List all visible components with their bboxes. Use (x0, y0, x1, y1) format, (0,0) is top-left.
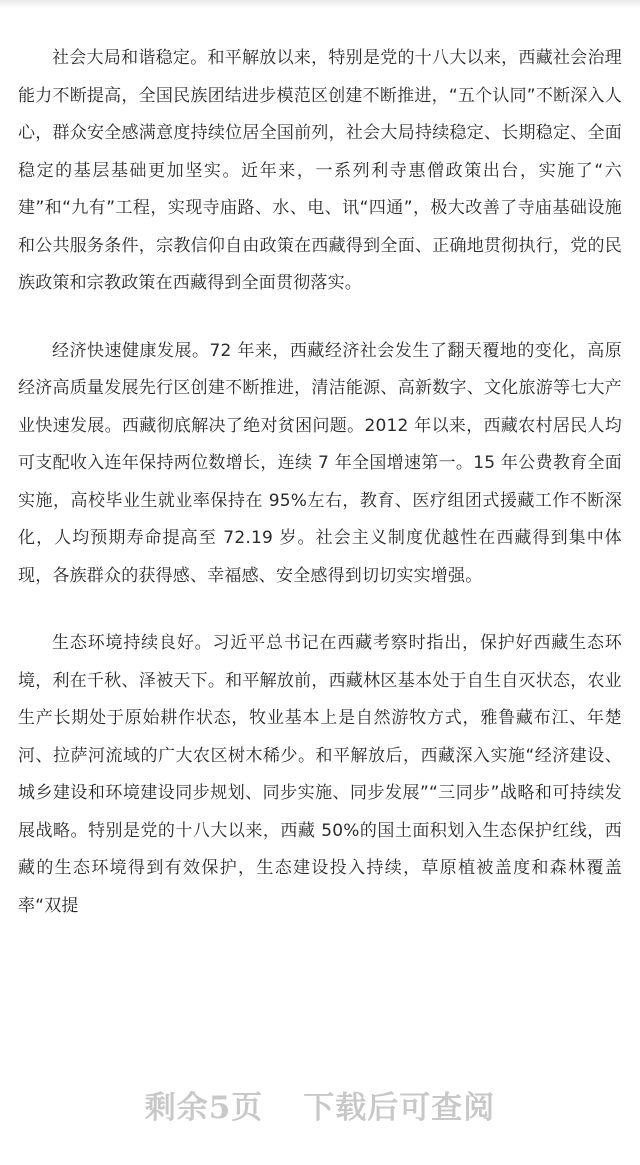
paragraph-social-stability: 社会大局和谐稳定。和平解放以来，特别是党的十八大以来，西藏社会治理能力不断提高，全国民族团结进步模范区创建不断推进，“五个认同”不断深入人心，群众安全感满意度持续位居全国前列，社会大局持续稳定、长期稳定、全面稳定的基层基础更加坚实。近年来，一系列利寺惠僧政策出台，实施了“六建”和“九有”工程，实现寺庙路、水、电、讯“四通”，极大改善了寺庙基础设施和公共服务条件，宗教信仰自由政策在西藏得到全面、正确地贯彻执行，党的民族政策和宗教政策在西藏得到全面贯彻落实。 (18, 48, 622, 293)
document-body (18, 40, 622, 955)
paragraph-economic-development: 经济快速健康发展。72 年来，西藏经济社会发生了翻天覆地的变化，高原经济高质量发展先行区创建不断推进，清洁能源、高新数字、文化旅游等七大产业快速发展。西藏彻底解决了绝对贫困问题。2012 年以来，西藏农村居民人均可支配收入连年保持两位数增长，连续 7 年全国增速第一。15 年公费教育全面实施，高校毕业生就业率保持在 95%左右，教育、医疗组团式援藏工作不断深化，人均预期寿命提高至 72.19 岁。社会主义制度优越性在西藏得到集中体现，各族群众的获得感、幸福感、安全感得到切切实实增强。 (18, 340, 622, 586)
download-hint-label: 下载后可查阅 (303, 1090, 496, 1126)
preview-limit-banner[interactable] (0, 1082, 640, 1127)
remaining-pages-label: 剩余5页 (144, 1090, 264, 1126)
paragraph-ecological-environment: 生态环境持续良好。习近平总书记在西藏考察时指出，保护好西藏生态环境，利在千秋、泽被天下。和平解放前，西藏林区基本处于自生自灭状态，农业生产长期处于原始耕作状态，牧业基本上是自然游牧方式，雅鲁藏布江、年楚河、拉萨河流域的广大农区树木稀少。和平解放后，西藏深入实施“经济建设、城乡建设和环境建设同步规划、同步实施、同步发展”“三同步”战略和可持续发展战略。特别是党的十八大以来，西藏 50%的国土面积划入生态保护红线，西藏的生态环境得到有效保护，生态建设投入持续，草原植被盖度和森林覆盖率“双提 (18, 633, 622, 916)
page-break-shadow (0, 0, 640, 8)
